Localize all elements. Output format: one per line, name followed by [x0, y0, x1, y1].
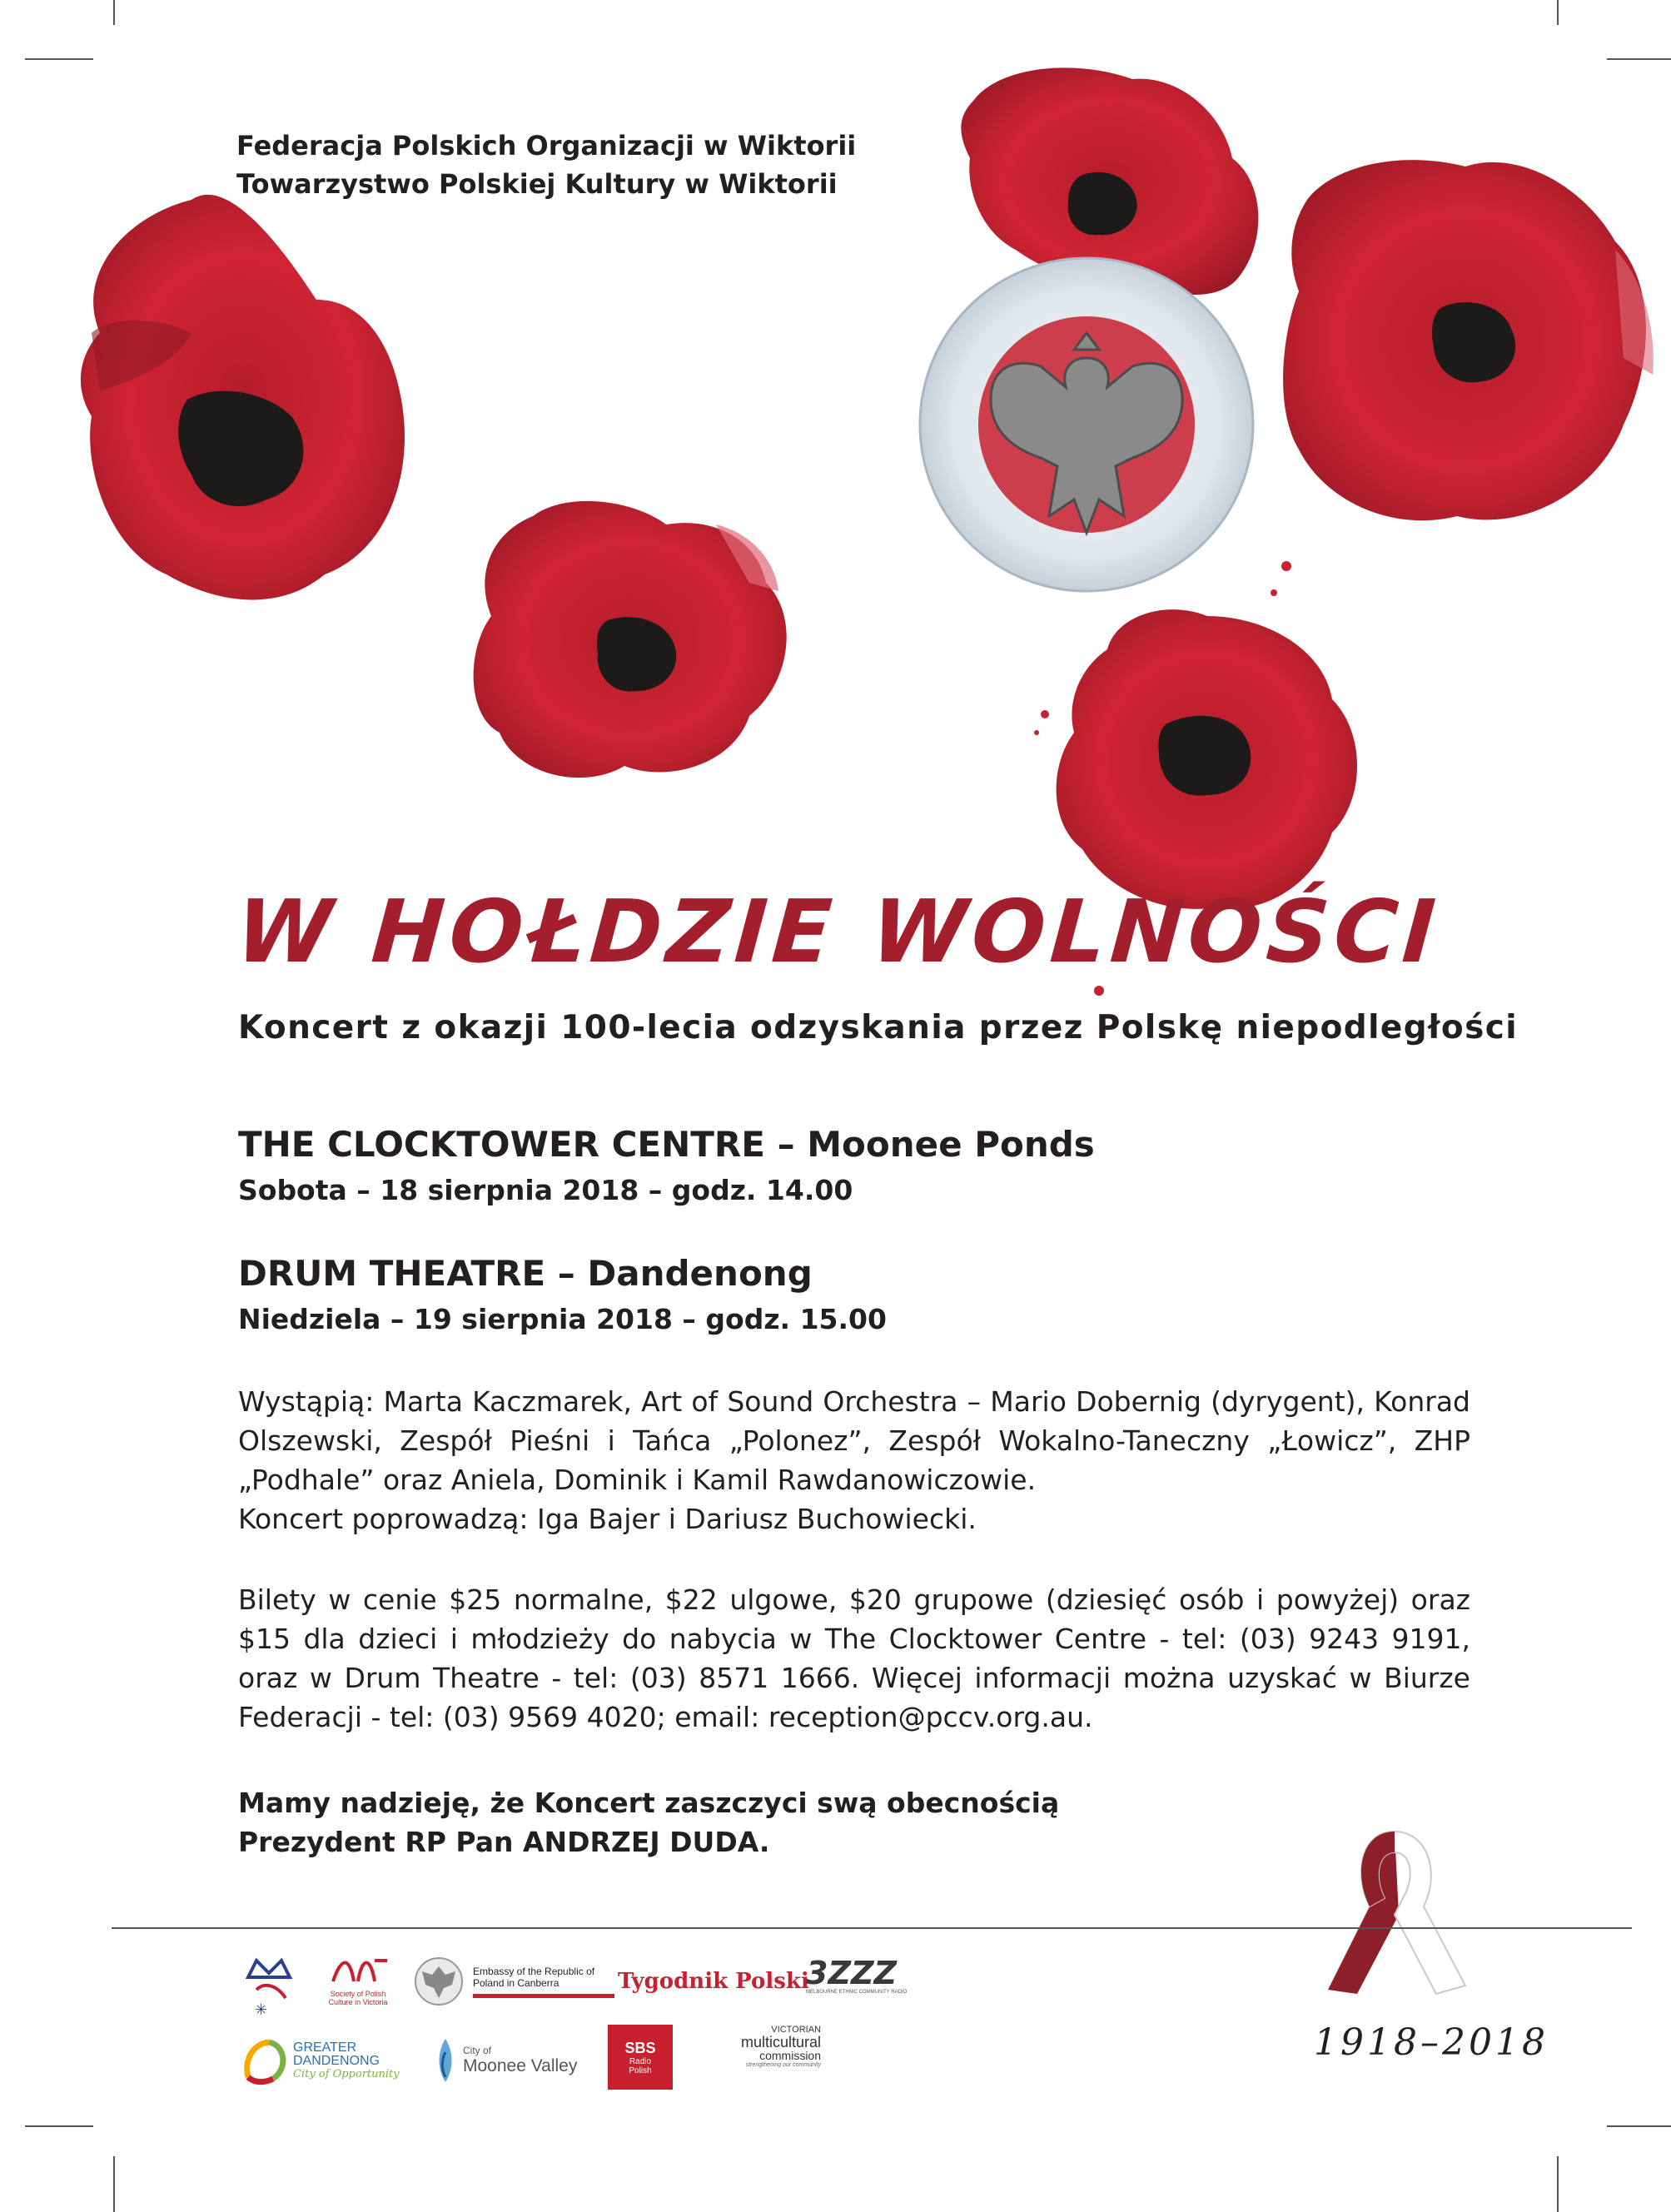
vmc-tagline: strengthening our community — [745, 2062, 821, 2068]
tygodnik-polski-logo — [618, 1961, 809, 2002]
closing-line: Mamy nadzieję, że Koncert zaszczyci swą obecnością — [238, 1787, 1060, 1819]
vmc-text: multicultural — [740, 2034, 821, 2050]
society-logo — [321, 1948, 395, 2023]
venue-name: DRUM THEATRE – Dandenong — [238, 1253, 813, 1294]
event-title: W HOŁDZIE WOLNOŚCI — [232, 881, 1444, 982]
moonee-valley-logo — [433, 2031, 591, 2090]
federation-logo — [240, 1952, 298, 2019]
moonee-prefix: City of — [463, 2045, 492, 2056]
radio-3zzz-name: 3ZZZ — [806, 1955, 898, 1991]
embassy-logo — [412, 1952, 624, 2011]
tickets-text: Bilety w cenie $25 normalne, $22 ulgowe, $20 grupowe (dziesięć osób i powyżej) oraz $15 dla dzieci i młodzieży do nabycia w The Clocktower Centre - tel: (03) 9243 9191, oraz w Drum Theatre - tel: (03) 8571 1666. Więcej informacji można uzyskać w Biurze Federacji - tel: (03) 9569 4020; email: reception@pccv.org.au. — [238, 1583, 1470, 1733]
performers-text: Wystąpią: Marta Kaczmarek, Art of Sound Orchestra – Mario Dobernig (dyrygent), Konrad Olszewski, Zespół Pieśni i Tańca „Polonez”, Zespół Wokalno-Taneczny „Łowicz”, ZHP „Podhale” oraz Aniela, Dominik i Kamil Rawdanowiczowie. — [238, 1385, 1470, 1496]
poppy-flower — [1283, 160, 1654, 520]
tickets-paragraph — [238, 1580, 1470, 1737]
embassy-name: Embassy of the Republic of Poland in Canberra — [473, 1966, 614, 1998]
closing-note — [238, 1783, 1059, 1862]
sbs-sub: Radio — [629, 2056, 652, 2066]
greater-dandenong-logo — [240, 2031, 410, 2090]
crop-mark — [113, 2156, 115, 2212]
society-name: Society of Polish Culture in Victoria — [328, 1990, 388, 2006]
crop-mark — [1557, 2156, 1559, 2212]
dandenong-name: DANDENONG — [293, 2053, 380, 2068]
footer-divider — [112, 1927, 1632, 1929]
organizer-name: Towarzystwo Polskiej Kultury w Wiktorii — [236, 168, 838, 200]
closing-line: Prezydent RP Pan ANDRZEJ DUDA. — [238, 1826, 770, 1858]
venue-date: Sobota – 18 sierpnia 2018 – godz. 14.00 — [238, 1174, 853, 1206]
poppy-flower — [474, 501, 787, 778]
ribbon-icon — [1311, 1815, 1486, 2006]
venue-name: THE CLOCKTOWER CENTRE – Moonee Ponds — [238, 1124, 1095, 1165]
performers-paragraph — [238, 1382, 1470, 1538]
tygodnik-name: Tygodnik Polski — [618, 1969, 809, 1994]
polish-eagle-rosette — [920, 258, 1253, 591]
radio-3zzz-sub: MELBOURNE ETHNIC COMMUNITY RADIO — [806, 1990, 908, 1995]
vmc-text: VICTORIAN — [771, 2025, 821, 2035]
dandenong-tagline: City of Opportunity — [293, 2067, 400, 2080]
radio-3zzz-logo — [806, 1956, 910, 2006]
event-subtitle: Koncert z okazji 100-lecia odzyskania przez Polskę niepodległości — [238, 1009, 1518, 1046]
svg-text:✳: ✳ — [255, 2001, 268, 2019]
crop-mark — [1607, 2125, 1671, 2127]
moonee-name: Moonee Valley — [463, 2056, 578, 2075]
anniversary-years: 1918–2018 — [1314, 2021, 1549, 2064]
hosts-text: Koncert poprowadzą: Iga Bajer i Dariusz Buchowiecki. — [238, 1503, 977, 1535]
sbs-name: SBS — [624, 2039, 656, 2056]
dandenong-name: GREATER — [293, 2040, 357, 2055]
vmc-text: commission — [759, 2049, 821, 2062]
poppy-flower — [81, 195, 405, 600]
crop-mark — [25, 2125, 93, 2127]
vmc-logo — [698, 2025, 821, 2090]
sbs-radio-logo — [608, 2025, 673, 2090]
venue-date: Niedziela – 19 sierpnia 2018 – godz. 15.00 — [238, 1303, 887, 1335]
sbs-sub: Polish — [629, 2065, 652, 2075]
organizer-name: Federacja Polskich Organizacji w Wiktorii — [236, 130, 857, 162]
